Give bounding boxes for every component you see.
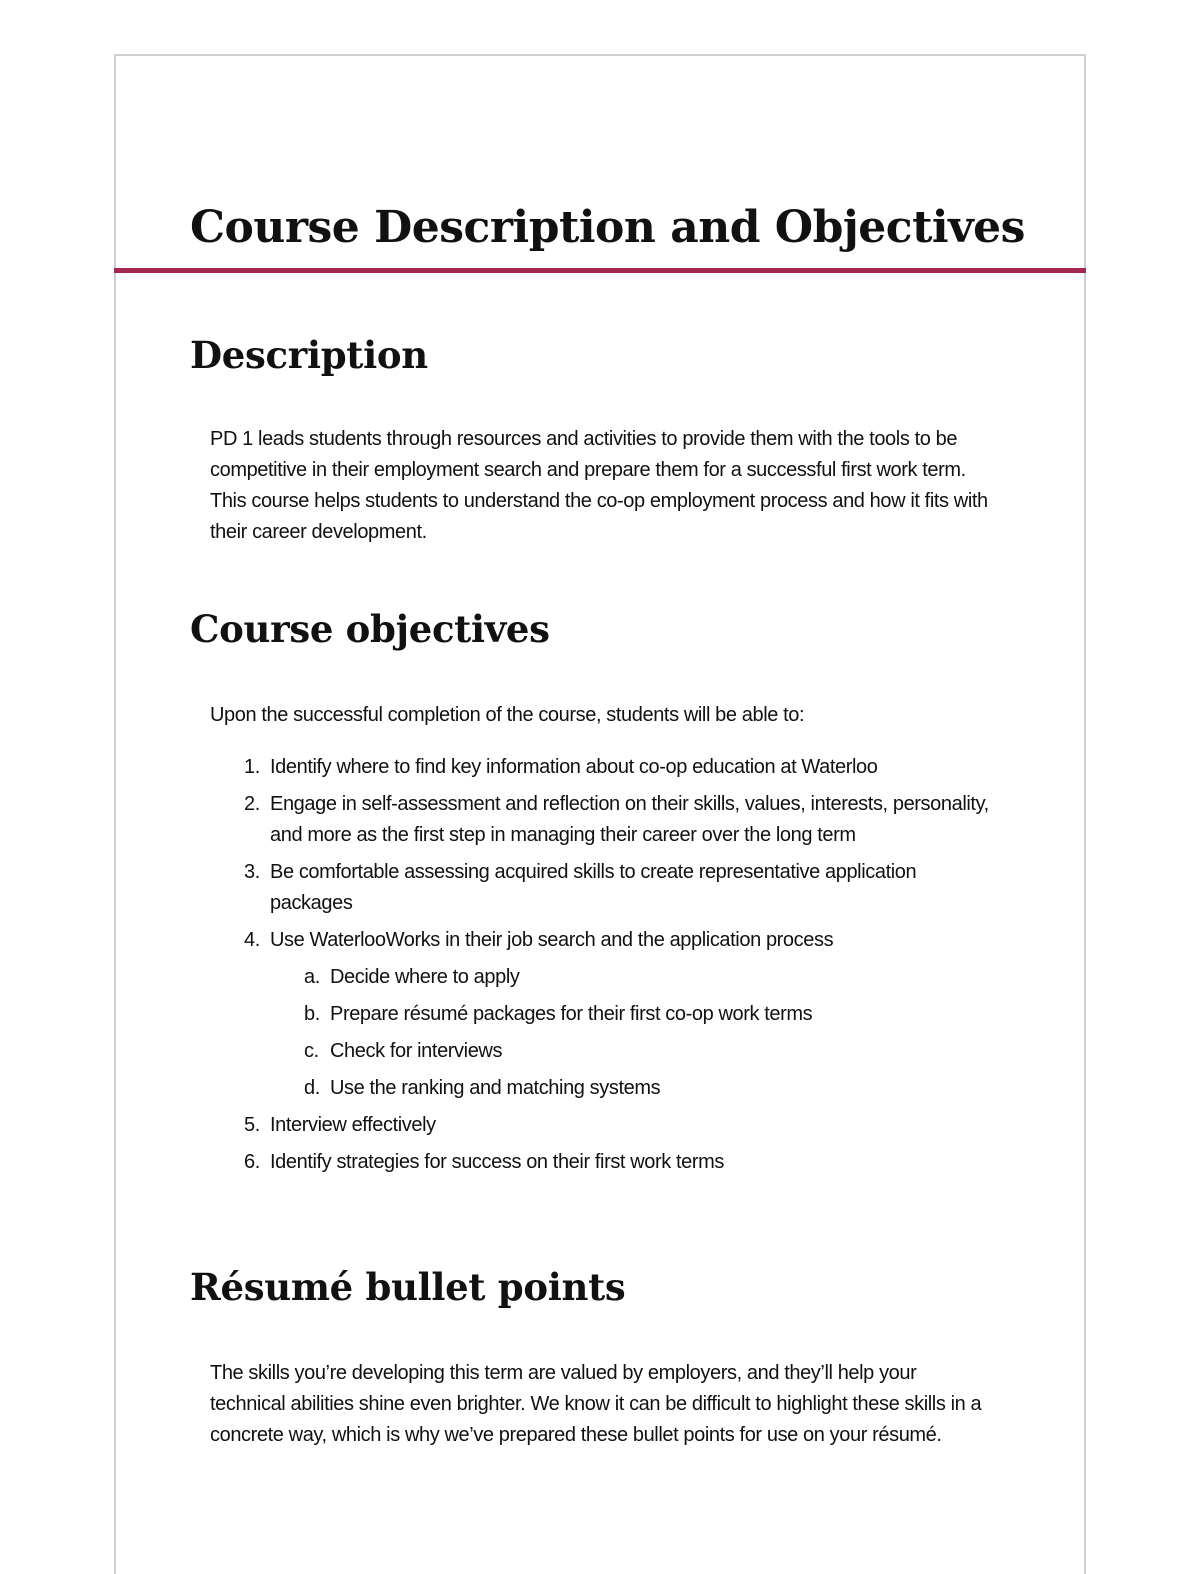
description-text: PD 1 leads students through resources and activities to provide them with the tools to be competitive in their employment search and prepare them for a successful first work term. This course helps students to understand the co-op employment process and how it fits with their career development.: [210, 428, 988, 543]
subitem-text: Decide where to apply: [330, 966, 520, 988]
resume-text: The skills you’re developing this term are valued by employers, and they’ll help your technical abilities shine even brighter. We know it can be difficult to highlight these skills in a concrete way, which is why we’ve prepared these bullet points for use on your résumé.: [210, 1362, 982, 1446]
objective-item: [210, 752, 990, 783]
objectives-list: [210, 752, 990, 1184]
objective-text: Engage in self-assessment and reflection on their skills, values, interests, personality, and more as the first step in managing their career over the long term: [270, 793, 989, 846]
objective-text: Identify strategies for success on their first work terms: [270, 1151, 725, 1173]
objective-number: 1.: [244, 756, 260, 778]
objective-item: [210, 1110, 990, 1141]
objective-number: 3.: [244, 861, 260, 883]
objective-number: 5.: [244, 1114, 260, 1136]
objectives-intro: Upon the successful completion of the course, students will be able to:: [210, 704, 805, 726]
subitem-letter: c.: [304, 1040, 319, 1062]
objective-item: [210, 789, 990, 851]
title-divider: [114, 268, 1086, 273]
description-heading: Description: [190, 333, 428, 377]
objective-subitem: [270, 962, 990, 993]
objective-number: 4.: [244, 929, 260, 951]
objective-item: [210, 1147, 990, 1178]
subitem-text: Use the ranking and matching systems: [330, 1077, 661, 1099]
resume-heading: Résumé bullet points: [190, 1265, 626, 1309]
objective-item: [210, 925, 990, 1104]
objective-subitem: [270, 1073, 990, 1104]
objective-sublist: [270, 962, 990, 1104]
subitem-letter: b.: [304, 1003, 320, 1025]
objective-item: [210, 857, 990, 919]
objective-subitem: [270, 1036, 990, 1067]
objective-subitem: [270, 999, 990, 1030]
objective-text: Use WaterlooWorks in their job search and the application process: [270, 929, 834, 951]
subitem-letter: d.: [304, 1077, 320, 1099]
objectives-heading: Course objectives: [190, 607, 550, 651]
page-title: Course Description and Objectives: [190, 202, 1025, 253]
objective-text: Identify where to find key information about co-op education at Waterloo: [270, 756, 878, 778]
objective-number: 2.: [244, 793, 260, 815]
subitem-letter: a.: [304, 966, 320, 988]
objective-number: 6.: [244, 1151, 260, 1173]
subitem-text: Prepare résumé packages for their first co-op work terms: [330, 1003, 813, 1025]
objective-text: Interview effectively: [270, 1114, 436, 1136]
objective-text: Be comfortable assessing acquired skills to create representative application packages: [270, 861, 917, 914]
subitem-text: Check for interviews: [330, 1040, 503, 1062]
